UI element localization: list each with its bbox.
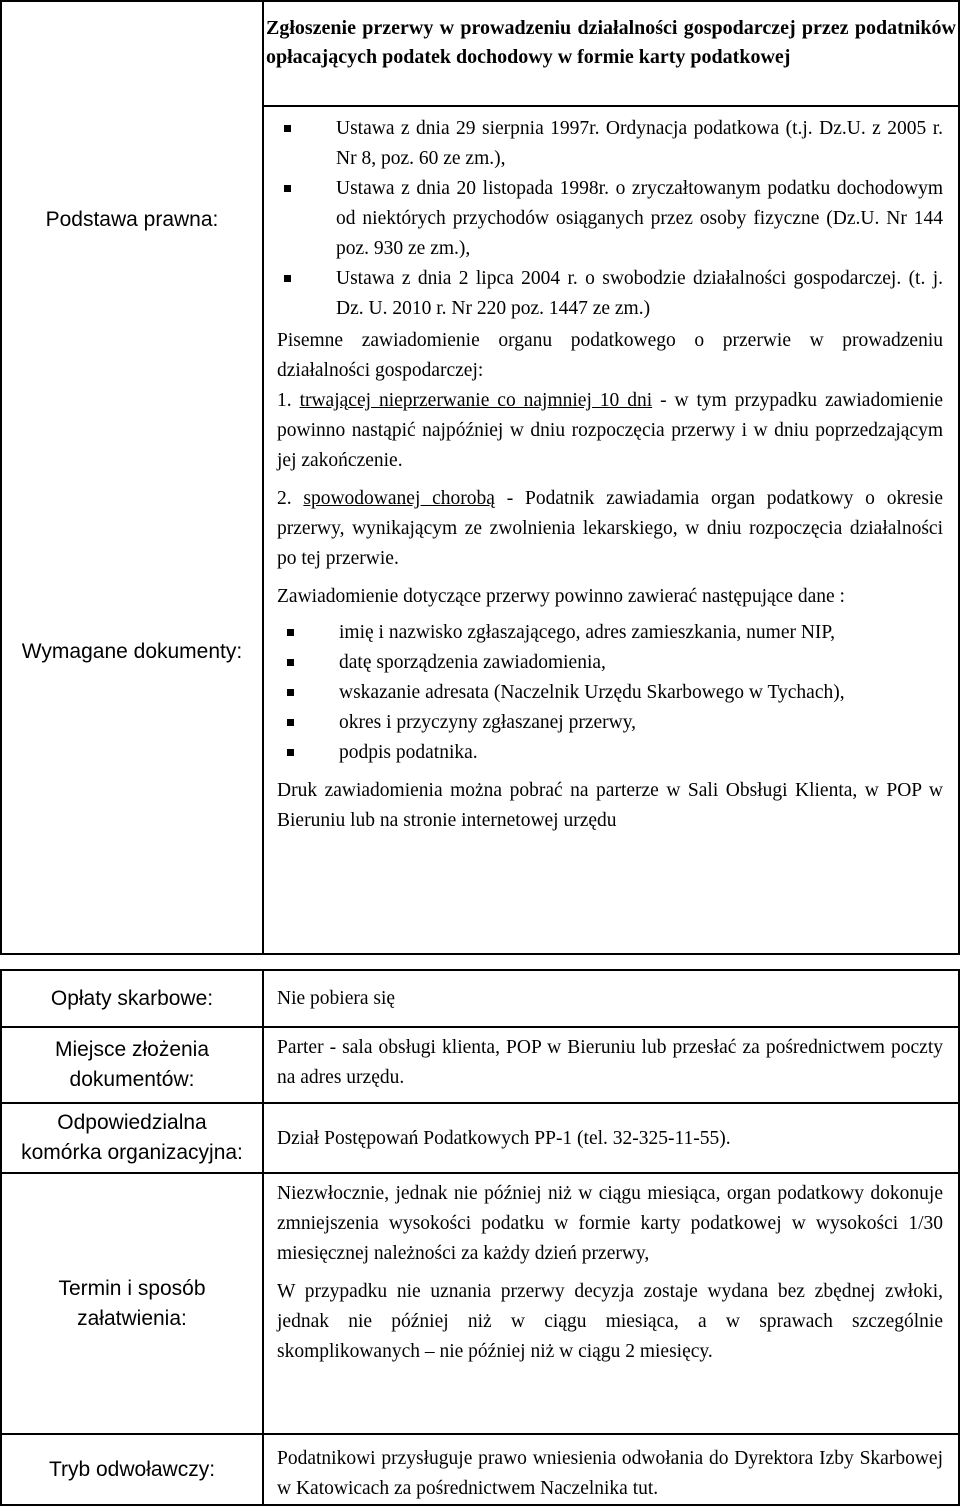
- table-row-divider: [262, 105, 960, 107]
- bullet-icon: [284, 185, 291, 192]
- content-item: wskazanie adresata (Naczelnik Urzędu Skarbowego w Tychach),: [269, 678, 943, 708]
- table2-column-divider: [262, 969, 264, 1506]
- bullet-icon: [287, 719, 294, 726]
- point-1: 1. trwającej nieprzerwanie co najmniej 10 dni - w tym przypadku zawiadomienie powinno nastąpić najpóźniej w dniu rozpoczęcia przerwy i w dniu poprzedzającym jej zakończenie.: [277, 390, 944, 471]
- fees-label: Opłaty skarbowe:: [50, 986, 214, 1010]
- bullet-icon: [284, 275, 291, 282]
- bullet-icon: [287, 659, 294, 666]
- unit-value: Dział Postępowań Podatkowych PP-1 (tel. 32-325-11-55).: [277, 1128, 731, 1149]
- content-item: datę sporządzenia zawiadomienia,: [269, 648, 943, 678]
- bullet-icon: [287, 689, 294, 696]
- bullet-icon: [284, 125, 291, 132]
- deadline-para-1: Niezwłocznie, jednak nie później niż w ciągu miesiąca, organ podatkowy dokonuje zmniejszenia wysokości podatku w formie karty podatkowej w wysokości 1/30 miesięcznej należności za każdy dzień przerwy,: [277, 1183, 943, 1264]
- fees-value: Nie pobiera się: [277, 988, 396, 1009]
- appeal-label: Tryb odwoławczy:: [48, 1457, 216, 1481]
- legal-basis-item: Ustawa z dnia 2 lipca 2004 r. o swobodzie działalności gospodarczej. (t. j. Dz. U. 2010 r. Nr 220 poz. 1447 ze zm.): [266, 264, 943, 324]
- table-column-divider: [262, 0, 264, 955]
- legal-basis-item: Ustawa z dnia 29 sierpnia 1997r. Ordynacja podatkowa (t.j. Dz.U. z 2005 r. Nr 8, poz. 60 ze zm.),: [266, 114, 943, 174]
- deadline-label: Termin i sposób załatwienia:: [58, 1276, 206, 1330]
- required-documents-content: [277, 326, 943, 836]
- required-documents-intro: Pisemne zawiadomienie organu podatkowego o przerwie w prowadzeniu działalności gospodarczej:: [277, 330, 943, 381]
- appeal-value: Podatnikowi przysługuje prawo wniesienia odwołania do Dyrektora Izby Skarbowej w Katowicach za pośrednictwem Naczelnika tut.: [277, 1448, 943, 1499]
- deadline-value: [277, 1179, 943, 1367]
- bullet-icon: [287, 629, 294, 636]
- place-label: Miejsce złożenia dokumentów:: [54, 1038, 210, 1091]
- legal-basis-item: Ustawa z dnia 20 listopada 1998r. o zryczałtowanym podatku dochodowym od niektórych przychodów osiąganych przez osoby fizyczne (Dz.U. Nr 144 poz. 930 ze zm.),: [266, 174, 943, 264]
- place-value: Parter - sala obsługi klienta, POP w Bieruniu lub przesłać za pośrednictwem poczty na adres urzędu.: [277, 1037, 943, 1088]
- table-border-top: [0, 0, 960, 2]
- legal-basis-label: Podstawa prawna:: [45, 207, 219, 231]
- form-info: Druk zawiadomienia można pobrać na parterze w Sali Obsługi Klienta, w POP w Bieruniu lub na stronie internetowej urzędu: [277, 780, 943, 831]
- page-title: Zgłoszenie przerwy w prowadzeniu działalności gospodarczej przez podatników opłacających podatek dochodowy w formie karty podatkowej: [266, 17, 956, 68]
- point-2: 2. spowodowanej chorobą - Podatnik zawiadamia organ podatkowy o okresie przerwy, wynikającym ze zwolnienia lekarskiego, w dniu rozpoczęcia działalności po tej przerwie.: [277, 488, 944, 569]
- deadline-para-2: W przypadku nie uznania przerwy decyzja zostaje wydana bez zbędnej zwłoki, jednak nie później niż w ciągu miesiąca, a w sprawach szczególnie skomplikowanych – nie później niż w ciągu 2 miesięcy.: [277, 1281, 943, 1362]
- content-item: imię i nazwisko zgłaszającego, adres zamieszkania, numer NIP,: [269, 618, 943, 648]
- content-item: podpis podatnika.: [269, 738, 943, 768]
- bullet-icon: [287, 749, 294, 756]
- content-item: okres i przyczyny zgłaszanej przerwy,: [269, 708, 943, 738]
- content-intro: Zawiadomienie dotyczące przerwy powinno zawierać następujące dane :: [277, 586, 845, 607]
- unit-label: Odpowiedzialna komórka organizacyjna:: [21, 1111, 243, 1164]
- required-documents-label: Wymagane dokumenty:: [21, 640, 243, 663]
- legal-basis-list: [266, 114, 943, 324]
